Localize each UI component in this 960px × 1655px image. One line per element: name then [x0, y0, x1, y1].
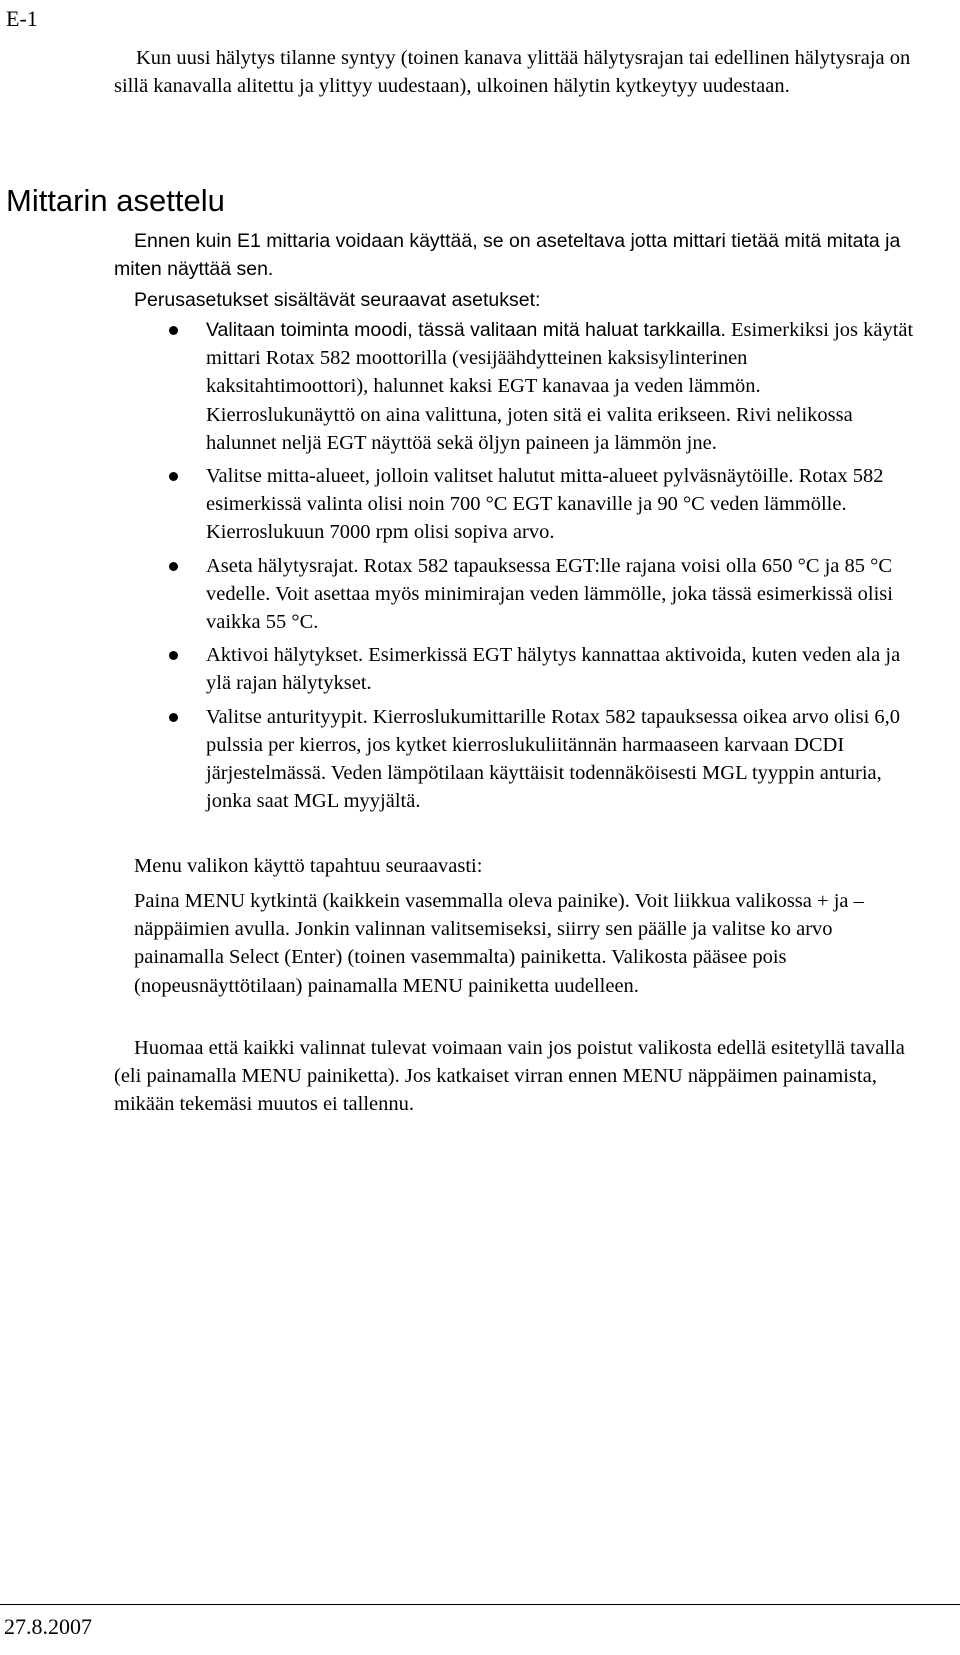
bullet-icon	[169, 472, 178, 481]
list-item-text: Aseta hälytysrajat. Rotax 582 tapauksessa EGT:lle rajana voisi olla 650 °C ja 85 °C vedelle. Voit asettaa myös minimirajan veden lämmölle, joka tässä esimerkissä olisi vaikka 55 °C.	[206, 554, 893, 634]
list-item	[114, 641, 914, 697]
footer-divider	[0, 1604, 960, 1605]
section-heading: Mittarin asettelu	[6, 183, 225, 218]
page-header-label: E-1	[6, 6, 38, 31]
list-item-text: Valitse anturityypit. Kierroslukumittarille Rotax 582 tapauksessa oikea arvo olisi 6,0 pulssia per kierros, jos kytket kierroslukuliitännän harmaaseen karvaan DCDI järjestelmässä. Veden lämpötilaan käyttäisit todennäköisesti MGL tyyppin anturia, jonka saat MGL myyjältä.	[206, 705, 901, 813]
list-item	[114, 552, 914, 637]
list-item	[114, 462, 914, 547]
bullet-icon	[169, 713, 178, 722]
settings-bullet-list	[114, 316, 914, 820]
section-paragraph-2: Perusasetukset sisältävät seuraavat asetukset:	[134, 289, 541, 311]
bullet-icon	[169, 326, 178, 335]
section-paragraph-1: Ennen kuin E1 mittaria voidaan käyttää, se on aseteltava jotta mittari tietää mitä mitata ja miten näyttää sen.	[114, 230, 901, 281]
list-item	[114, 703, 914, 816]
intro-paragraph: Kun uusi hälytys tilanne syntyy (toinen kanava ylittää hälytysrajan tai edellinen hälytysraja on sillä kanavalla alitettu ja ylittyy uudestaan), ulkoinen hälytin kytkeytyy uudestaan.	[114, 47, 911, 98]
menu-intro: Menu valikon käyttö tapahtuu seuraavasti:	[134, 855, 483, 877]
list-item-text: Aktivoi hälytykset. Esimerkissä EGT hälytys kannattaa aktivoida, kuten veden ala ja ylä rajan hälytykset.	[206, 644, 901, 695]
note-paragraph: Huomaa että kaikki valinnat tulevat voimaan vain jos poistut valikosta edellä esitetyllä tavalla (eli painamalla MENU painiketta). Jos katkaiset virran ennen MENU näppäimen painamista, mikään tekemäsi muutos ei tallennu.	[114, 1037, 905, 1116]
list-item-text	[206, 316, 914, 457]
list-item	[114, 316, 914, 457]
list-item-body: Esimerkiksi jos käytät mittari Rotax 582 moottorilla (vesijäähdytteinen kaksisylinterinen kaksitahtimoottori), halunnet kaksi EGT kanavaa ja veden lämmön. Kierroslukunäyttö on aina valittuna, joten sitä ei valita erikseen. Rivi nelikossa halunnet neljä EGT näyttöä sekä öljyn paineen ja lämmön jne.	[206, 319, 914, 454]
bullet-icon	[169, 562, 178, 571]
list-item-text: Valitse mitta-alueet, jolloin valitset halutut mitta-alueet pylväsnäytöille. Rotax 582 esimerkissä valinta olisi noin 700 °C EGT kanaville ja 90 °C veden lämmölle. Kierroslukuun 7000 rpm olisi sopiva arvo.	[206, 465, 884, 544]
menu-paragraph: Paina MENU kytkintä (kaikkein vasemmalla oleva painike). Voit liikkua valikossa + ja – näppäimien avulla. Jonkin valinnan valitsemiseksi, siirry sen päälle ja valitse ko arvo painamalla Select (Enter) (toinen vasemmalta) painiketta. Valikosta pääsee pois (nopeusnäyttötilaan) painamalla MENU painiketta uudelleen.	[134, 890, 864, 997]
list-item-lead: Valitaan toiminta moodi, tässä valitaan mitä haluat tarkkailla.	[206, 319, 726, 341]
footer-date: 27.8.2007	[4, 1614, 92, 1639]
bullet-icon	[169, 651, 178, 660]
